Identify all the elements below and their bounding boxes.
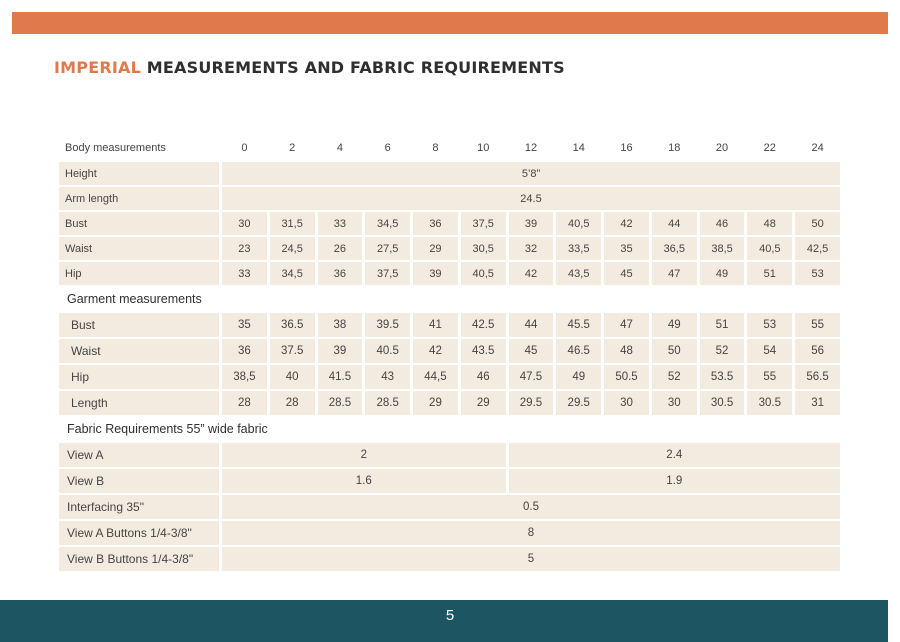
table-cell: 40,5 (556, 212, 601, 235)
table-cell: 55 (747, 365, 792, 389)
table-cell: 36.5 (270, 313, 315, 337)
table-cell: 36,5 (652, 237, 697, 260)
fabric-value: 5 (222, 547, 840, 571)
table-cell: 40.5 (365, 339, 410, 363)
row-label: Height (59, 162, 219, 185)
table-cell: 23 (222, 237, 267, 260)
size-header-cell: 10 (477, 142, 490, 154)
row-label: View B Buttons 1/4-3/8" (59, 547, 219, 571)
size-header-cell: 24 (811, 142, 824, 154)
table-cell: 35 (604, 237, 649, 260)
size-header-cell: 12 (524, 142, 538, 154)
size-header-cell: 18 (668, 142, 681, 154)
table-cell: 43,5 (556, 262, 601, 285)
view-b-buttons-row (59, 547, 840, 571)
table-cell: 42 (509, 262, 554, 285)
table-cell: 46 (461, 365, 506, 389)
table-cell: 40,5 (747, 237, 792, 260)
body-row (59, 262, 840, 285)
top-accent-bar (12, 12, 888, 34)
garment-row (59, 391, 840, 415)
table-cell: 47 (604, 313, 649, 337)
table-cell: 29.5 (509, 391, 554, 415)
table-cell: 30,5 (461, 237, 506, 260)
body-row (59, 212, 840, 235)
table-cell: 53 (747, 313, 792, 337)
size-header-cell: 22 (763, 142, 776, 154)
row-label: Interfacing 35" (59, 495, 219, 519)
table-cell: 48 (747, 212, 792, 235)
table-cell: 54 (747, 339, 792, 363)
table-cell: 30.5 (700, 391, 745, 415)
row-label: View A (59, 443, 219, 467)
fabric-large-sizes: 2.4 (509, 443, 840, 467)
fabric-large-sizes: 1.9 (509, 469, 840, 493)
table-cell: 50.5 (604, 365, 649, 389)
table-cell: 28 (222, 391, 267, 415)
table-cell: 40 (270, 365, 315, 389)
table-cell: 26 (318, 237, 363, 260)
table-cell: 42 (604, 212, 649, 235)
garment-row (59, 313, 840, 337)
table-cell: 38,5 (700, 237, 745, 260)
table-cell: 46.5 (556, 339, 601, 363)
fabric-requirements-heading: Fabric Requirements 55” wide fabric (67, 422, 268, 436)
table-cell: 36 (413, 212, 458, 235)
garment-measurements-heading: Garment measurements (67, 292, 202, 306)
table-cell: 45 (604, 262, 649, 285)
table-cell: 28 (270, 391, 315, 415)
table-cell: 28.5 (365, 391, 410, 415)
page-title (54, 58, 565, 77)
table-cell: 39.5 (365, 313, 410, 337)
table-cell: 39 (318, 339, 363, 363)
table-cell: 41 (413, 313, 458, 337)
view-a-row (59, 443, 840, 467)
table-cell: 29.5 (556, 391, 601, 415)
table-cell: 31,5 (270, 212, 315, 235)
table-cell: 44 (652, 212, 697, 235)
table-cell: 48 (604, 339, 649, 363)
table-cell: 50 (795, 212, 840, 235)
table-cell: 37,5 (365, 262, 410, 285)
fabric-section-row (59, 417, 840, 441)
fabric-value: 8 (222, 521, 840, 545)
row-label: View B (59, 469, 219, 493)
table-cell: 38 (318, 313, 363, 337)
table-cell: 27,5 (365, 237, 410, 260)
page-title-accent: IMPERIAL (54, 58, 141, 77)
table-cell: 33 (318, 212, 363, 235)
row-label: Length (59, 391, 219, 415)
row-label: Waist (59, 339, 219, 363)
row-label: Hip (59, 365, 219, 389)
table-cell: 37.5 (270, 339, 315, 363)
table-cell: 56.5 (795, 365, 840, 389)
table-cell: 33 (222, 262, 267, 285)
table-cell: 29 (413, 237, 458, 260)
table-cell: 49 (700, 262, 745, 285)
table-cell: 42.5 (461, 313, 506, 337)
row-label: Bust (59, 313, 219, 337)
garment-row (59, 365, 840, 389)
table-cell: 45 (509, 339, 554, 363)
size-header-row (59, 136, 840, 160)
garment-section-row (59, 287, 840, 311)
body-measurements-heading: Body measurements (65, 142, 166, 154)
table-cell: 50 (652, 339, 697, 363)
table-cell: 38,5 (222, 365, 267, 389)
arm-length-row (59, 187, 840, 210)
garment-row (59, 339, 840, 363)
height-value: 5’8” (222, 162, 840, 185)
table-cell: 51 (747, 262, 792, 285)
table-cell: 53.5 (700, 365, 745, 389)
row-label: Hip (59, 262, 219, 285)
table-cell: 32 (509, 237, 554, 260)
size-header-cell: 16 (620, 142, 633, 154)
row-label: Arm length (59, 187, 219, 210)
table-cell: 28.5 (318, 391, 363, 415)
arm-length-value: 24.5 (222, 187, 840, 210)
body-row (59, 237, 840, 260)
table-cell: 29 (461, 391, 506, 415)
size-header-cell: 4 (336, 142, 343, 154)
table-cell: 56 (795, 339, 840, 363)
table-cell: 39 (413, 262, 458, 285)
table-cell: 36 (318, 262, 363, 285)
table-cell: 33,5 (556, 237, 601, 260)
fabric-small-sizes: 1.6 (222, 469, 506, 493)
table-cell: 40,5 (461, 262, 506, 285)
fabric-value: 0.5 (222, 495, 840, 519)
table-cell: 47 (652, 262, 697, 285)
row-label: View A Buttons 1/4-3/8" (59, 521, 219, 545)
table-cell: 44 (509, 313, 554, 337)
table-cell: 30 (652, 391, 697, 415)
table-cell: 45.5 (556, 313, 601, 337)
view-b-row (59, 469, 840, 493)
page-number: 5 (445, 607, 455, 624)
measurements-table (56, 134, 843, 573)
table-cell: 24,5 (270, 237, 315, 260)
size-header-cell: 14 (572, 142, 585, 154)
fabric-small-sizes: 2 (222, 443, 506, 467)
table-cell: 35 (222, 313, 267, 337)
size-header-cell: 8 (432, 142, 439, 154)
size-header-cell: 20 (715, 142, 729, 154)
table-cell: 42,5 (795, 237, 840, 260)
table-cell: 43.5 (461, 339, 506, 363)
table-cell: 52 (652, 365, 697, 389)
interfacing-row (59, 495, 840, 519)
size-header-cell: 6 (384, 142, 391, 154)
table-cell: 30.5 (747, 391, 792, 415)
table-cell: 53 (795, 262, 840, 285)
table-cell: 49 (556, 365, 601, 389)
page-title-rest: MEASUREMENTS AND FABRIC REQUIREMENTS (146, 58, 565, 77)
table-cell: 37,5 (461, 212, 506, 235)
table-cell: 34,5 (365, 212, 410, 235)
table-cell: 44,5 (413, 365, 458, 389)
table-cell: 30 (222, 212, 267, 235)
row-label: Waist (59, 237, 219, 260)
height-row (59, 162, 840, 185)
size-header-cell: 2 (289, 142, 296, 154)
table-cell: 31 (795, 391, 840, 415)
table-cell: 46 (700, 212, 745, 235)
row-label: Bust (59, 212, 219, 235)
table-cell: 43 (365, 365, 410, 389)
table-cell: 52 (700, 339, 745, 363)
table-cell: 30 (604, 391, 649, 415)
table-cell: 29 (413, 391, 458, 415)
table-cell: 39 (509, 212, 554, 235)
table-cell: 55 (795, 313, 840, 337)
table-cell: 51 (700, 313, 745, 337)
table-cell: 36 (222, 339, 267, 363)
table-cell: 41.5 (318, 365, 363, 389)
table-cell: 47.5 (509, 365, 554, 389)
size-header-cell: 0 (241, 142, 248, 154)
view-a-buttons-row (59, 521, 840, 545)
table-cell: 42 (413, 339, 458, 363)
table-cell: 34,5 (270, 262, 315, 285)
table-cell: 49 (652, 313, 697, 337)
